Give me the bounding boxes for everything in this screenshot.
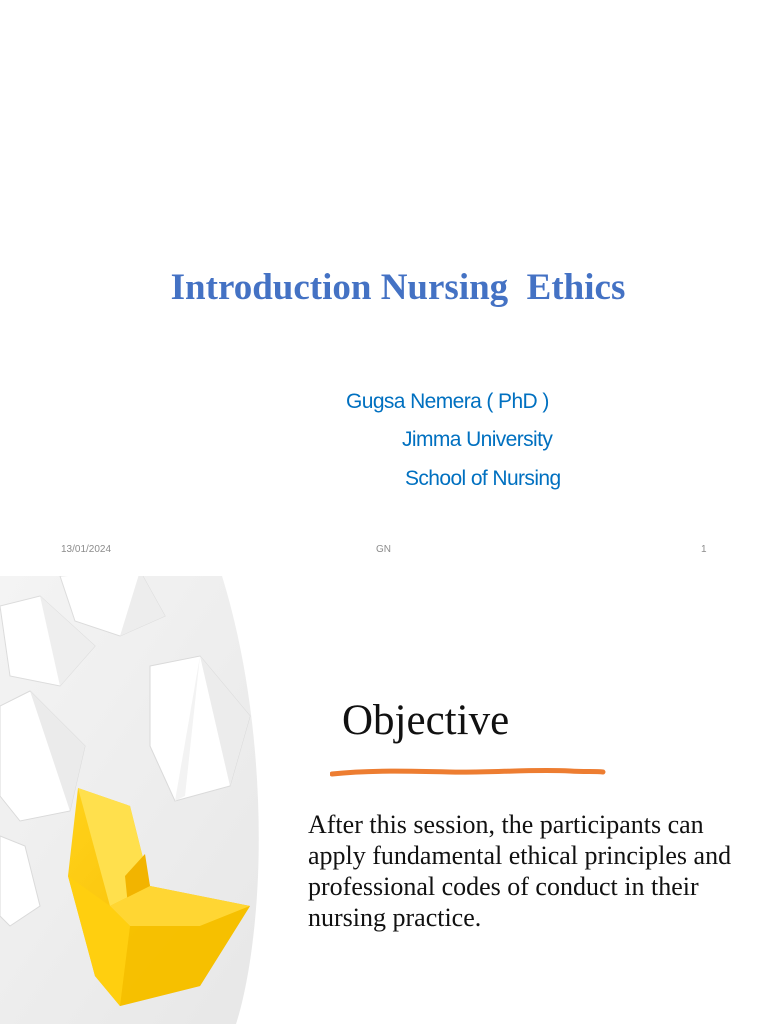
author-school: School of Nursing: [405, 467, 561, 490]
author-university: Jimma University: [402, 428, 553, 451]
author-name: Gugsa Nemera ( PhD ): [346, 390, 549, 413]
footer-page-number: 1: [701, 544, 707, 555]
footer-date: 13/01/2024: [61, 544, 112, 555]
footer-initials: GN: [376, 544, 391, 555]
heading-underline: [330, 766, 606, 780]
slide-title: Introduction Nursing Ethics: [170, 267, 626, 308]
paper-boats-image: [0, 576, 300, 1024]
objective-text: After this session, the participants can apply fundamental ethical principles and professional codes of conduct in their nursing practice.: [308, 810, 732, 932]
objective-heading: Objective: [342, 697, 510, 744]
slide-2: [0, 576, 768, 1024]
